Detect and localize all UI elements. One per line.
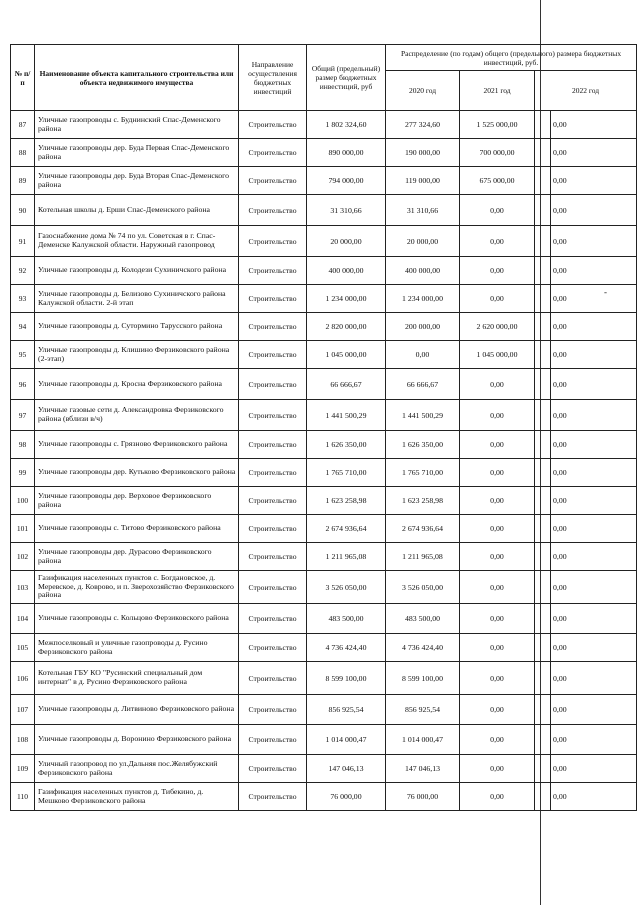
row-2022: 0,00 <box>551 459 637 487</box>
table-body <box>11 111 637 811</box>
row-2022: 0,00 <box>551 111 637 139</box>
row-object-name: Котельная школы д. Ерши Спас-Деменского района <box>35 195 239 226</box>
row-2021: 0,00 <box>460 662 535 695</box>
table-row <box>11 431 637 459</box>
row-num: 96 <box>11 369 35 400</box>
row-total: 2 820 000,00 <box>307 313 386 341</box>
table-row <box>11 400 637 431</box>
table-row <box>11 662 637 695</box>
row-num: 104 <box>11 604 35 634</box>
row-2022-gap <box>535 257 551 285</box>
table-row <box>11 725 637 755</box>
row-2021: 0,00 <box>460 515 535 543</box>
row-num: 88 <box>11 139 35 167</box>
row-2022-gap <box>535 662 551 695</box>
row-2020: 400 000,00 <box>386 257 460 285</box>
row-num: 89 <box>11 167 35 195</box>
row-total: 1 045 000,00 <box>307 341 386 369</box>
row-2022: 0,00 <box>551 755 637 783</box>
header-distribution: Распределение (по годам) общего (предельного) размера бюджетных инвестиций, руб. <box>386 45 637 71</box>
row-2021: 0,00 <box>460 195 535 226</box>
table-row <box>11 257 637 285</box>
row-2021: 0,00 <box>460 543 535 571</box>
row-total: 1 626 350,00 <box>307 431 386 459</box>
row-num: 106 <box>11 662 35 695</box>
header-year-2020: 2020 год <box>386 71 460 111</box>
row-num: 110 <box>11 783 35 811</box>
row-2022: 0,00 <box>551 195 637 226</box>
row-num: 103 <box>11 571 35 604</box>
row-total: 1 802 324,60 <box>307 111 386 139</box>
row-direction: Строительство <box>239 111 307 139</box>
row-2021: 0,00 <box>460 783 535 811</box>
row-2022-gap <box>535 487 551 515</box>
row-2022-gap <box>535 111 551 139</box>
row-object-name: Уличные газопроводы дер. Буда Первая Спас-Деменского района <box>35 139 239 167</box>
row-direction: Строительство <box>239 571 307 604</box>
row-2020: 1 014 000,47 <box>386 725 460 755</box>
row-direction: Строительство <box>239 139 307 167</box>
table-row <box>11 139 637 167</box>
row-object-name: Уличные газопроводы с. Титово Ферзиковского района <box>35 515 239 543</box>
row-direction: Строительство <box>239 604 307 634</box>
row-object-name: Уличные газовые сети д. Александровка Ферзиковского района (вблизи в/ч) <box>35 400 239 431</box>
row-2021: 0,00 <box>460 400 535 431</box>
table-row <box>11 604 637 634</box>
header-direction: Направление осуществления бюджетных инвестиций <box>239 45 307 111</box>
table-row <box>11 369 637 400</box>
row-2021: 700 000,00 <box>460 139 535 167</box>
row-total: 2 674 936,64 <box>307 515 386 543</box>
table-row <box>11 783 637 811</box>
row-object-name: Уличные газопроводы д. Литвиново Ферзиковского района <box>35 695 239 725</box>
row-2020: 20 000,00 <box>386 226 460 257</box>
row-total: 483 500,00 <box>307 604 386 634</box>
row-object-name: Уличные газопроводы с. Грязново Ферзиковского района <box>35 431 239 459</box>
row-2022-gap <box>535 725 551 755</box>
row-2022: 0,00 <box>551 285 637 313</box>
row-direction: Строительство <box>239 369 307 400</box>
row-direction: Строительство <box>239 783 307 811</box>
row-total: 856 925,54 <box>307 695 386 725</box>
row-object-name: Уличные газопроводы с. Буднинский Спас-Деменского района <box>35 111 239 139</box>
row-num: 102 <box>11 543 35 571</box>
row-object-name: Уличные газопроводы д. Колодези Сухиничского района <box>35 257 239 285</box>
row-2022-gap <box>535 783 551 811</box>
table-row <box>11 515 637 543</box>
row-2022: 0,00 <box>551 369 637 400</box>
row-2022-gap <box>535 431 551 459</box>
row-total: 8 599 100,00 <box>307 662 386 695</box>
row-direction: Строительство <box>239 285 307 313</box>
row-2022: 0,00 <box>551 634 637 662</box>
row-total: 890 000,00 <box>307 139 386 167</box>
header-num: № п/п <box>11 45 35 111</box>
row-num: 101 <box>11 515 35 543</box>
row-direction: Строительство <box>239 400 307 431</box>
row-2020: 8 599 100,00 <box>386 662 460 695</box>
row-total: 76 000,00 <box>307 783 386 811</box>
row-2021: 0,00 <box>460 755 535 783</box>
row-2020: 2 674 936,64 <box>386 515 460 543</box>
row-direction: Строительство <box>239 341 307 369</box>
row-direction: Строительство <box>239 459 307 487</box>
row-direction: Строительство <box>239 431 307 459</box>
table-row <box>11 755 637 783</box>
row-2022-gap <box>535 634 551 662</box>
table-row <box>11 487 637 515</box>
header-year-2021: 2021 год <box>460 71 535 111</box>
row-total: 400 000,00 <box>307 257 386 285</box>
row-2022-gap <box>535 313 551 341</box>
row-total: 66 666,67 <box>307 369 386 400</box>
row-direction: Строительство <box>239 725 307 755</box>
row-2021: 2 620 000,00 <box>460 313 535 341</box>
row-2021: 1 045 000,00 <box>460 341 535 369</box>
budget-investment-sheet <box>10 44 636 811</box>
table-row <box>11 634 637 662</box>
row-num: 100 <box>11 487 35 515</box>
row-num: 87 <box>11 111 35 139</box>
row-2022-gap <box>535 515 551 543</box>
row-object-name: Уличные газопроводы д. Воронино Ферзиковского района <box>35 725 239 755</box>
table-row <box>11 111 637 139</box>
row-direction: Строительство <box>239 226 307 257</box>
row-num: 91 <box>11 226 35 257</box>
row-object-name: Уличные газопроводы с. Кольцово Ферзиковского района <box>35 604 239 634</box>
row-2022: 0,00 <box>551 783 637 811</box>
table-row <box>11 167 637 195</box>
row-2021: 0,00 <box>460 695 535 725</box>
row-object-name: Уличные газопроводы д. Клишино Ферзиковского района (2-этап) <box>35 341 239 369</box>
row-num: 105 <box>11 634 35 662</box>
row-object-name: Уличные газопроводы дер. Кутьково Ферзиковского района <box>35 459 239 487</box>
row-2022: 0,00 <box>551 515 637 543</box>
row-2021: 0,00 <box>460 285 535 313</box>
row-2022: 0,00 <box>551 695 637 725</box>
row-2020: 0,00 <box>386 341 460 369</box>
row-direction: Строительство <box>239 313 307 341</box>
header-name: Наименование объекта капитального строительства или объекта недвижимого имущества <box>35 45 239 111</box>
row-num: 107 <box>11 695 35 725</box>
row-2021: 1 525 000,00 <box>460 111 535 139</box>
row-direction: Строительство <box>239 167 307 195</box>
row-2022-gap <box>535 400 551 431</box>
table-row <box>11 341 637 369</box>
row-object-name: Уличный газопровод по ул.Дальняя пос.Желябужский Ферзиковского района <box>35 755 239 783</box>
row-total: 1 441 500,29 <box>307 400 386 431</box>
row-2022-gap <box>535 195 551 226</box>
row-object-name: Уличные газопроводы д. Белизово Сухиничского района Калужской области. 2-й этап <box>35 285 239 313</box>
row-2022: 0,00 <box>551 139 637 167</box>
row-2022: 0,00 <box>551 313 637 341</box>
row-2022-gap <box>535 695 551 725</box>
row-total: 147 046,13 <box>307 755 386 783</box>
row-num: 94 <box>11 313 35 341</box>
row-num: 92 <box>11 257 35 285</box>
row-total: 1 234 000,00 <box>307 285 386 313</box>
row-2021: 0,00 <box>460 257 535 285</box>
row-num: 109 <box>11 755 35 783</box>
row-2021: 0,00 <box>460 431 535 459</box>
row-2021: 0,00 <box>460 725 535 755</box>
header-year-2022: 2022 год <box>535 71 637 111</box>
row-2021: 0,00 <box>460 487 535 515</box>
row-2022-gap <box>535 571 551 604</box>
row-2021: 675 000,00 <box>460 167 535 195</box>
row-2021: 0,00 <box>460 459 535 487</box>
row-2021: 0,00 <box>460 634 535 662</box>
row-2022: 0,00 <box>551 725 637 755</box>
row-direction: Строительство <box>239 662 307 695</box>
row-2022: 0,00 <box>551 431 637 459</box>
row-object-name: Уличные газопроводы д. Кросна Ферзиковского района <box>35 369 239 400</box>
row-direction: Строительство <box>239 515 307 543</box>
table-row <box>11 285 637 313</box>
row-direction: Строительство <box>239 195 307 226</box>
row-direction: Строительство <box>239 487 307 515</box>
row-2022-gap <box>535 167 551 195</box>
investment-table <box>10 44 637 811</box>
row-2022: 0,00 <box>551 167 637 195</box>
row-2022: 0,00 <box>551 487 637 515</box>
margin-mark: - <box>604 287 607 297</box>
table-row <box>11 226 637 257</box>
row-2022: 0,00 <box>551 604 637 634</box>
row-2022: 0,00 <box>551 226 637 257</box>
row-2022-gap <box>535 369 551 400</box>
row-2021: 0,00 <box>460 571 535 604</box>
row-2022: 0,00 <box>551 341 637 369</box>
row-direction: Строительство <box>239 755 307 783</box>
row-2020: 1 765 710,00 <box>386 459 460 487</box>
row-num: 95 <box>11 341 35 369</box>
row-total: 4 736 424,40 <box>307 634 386 662</box>
row-2022-gap <box>535 604 551 634</box>
row-2020: 856 925,54 <box>386 695 460 725</box>
row-object-name: Уличные газопроводы дер. Дурасово Ферзиковского района <box>35 543 239 571</box>
row-total: 20 000,00 <box>307 226 386 257</box>
row-2022: 0,00 <box>551 257 637 285</box>
row-2022-gap <box>535 459 551 487</box>
row-num: 90 <box>11 195 35 226</box>
row-2020: 277 324,60 <box>386 111 460 139</box>
header-total: Общий (предельный) размер бюджетных инвестиций, руб <box>307 45 386 111</box>
table-header-row <box>11 45 637 71</box>
row-2020: 200 000,00 <box>386 313 460 341</box>
row-num: 97 <box>11 400 35 431</box>
row-2020: 4 736 424,40 <box>386 634 460 662</box>
row-2022-gap <box>535 226 551 257</box>
row-2022-gap <box>535 755 551 783</box>
row-2022-gap <box>535 341 551 369</box>
table-row <box>11 195 637 226</box>
table-row <box>11 459 637 487</box>
row-2020: 31 310,66 <box>386 195 460 226</box>
row-2020: 1 441 500,29 <box>386 400 460 431</box>
row-2021: 0,00 <box>460 369 535 400</box>
row-object-name: Котельная ГБУ КО "Русинский специальный дом интернат" в д. Русино Ферзиковского района <box>35 662 239 695</box>
row-2020: 147 046,13 <box>386 755 460 783</box>
table-row <box>11 571 637 604</box>
row-2022-gap <box>535 285 551 313</box>
row-2022: 0,00 <box>551 543 637 571</box>
row-2022-gap <box>535 543 551 571</box>
row-object-name: Газификация населенных пунктов с. Богдановское, д. Меревское, д. Коврово, и п. Зверохозяйство Ферзиковского района <box>35 571 239 604</box>
row-direction: Строительство <box>239 543 307 571</box>
row-2021: 0,00 <box>460 226 535 257</box>
row-2020: 3 526 050,00 <box>386 571 460 604</box>
row-2022: 0,00 <box>551 662 637 695</box>
row-object-name: Уличные газопроводы дер. Буда Вторая Спас-Деменского района <box>35 167 239 195</box>
row-object-name: Уличные газопроводы дер. Верховое Ферзиковского района <box>35 487 239 515</box>
row-object-name: Газификация населенных пунктов д. Тибекино, д. Мешково Ферзиковского района <box>35 783 239 811</box>
table-row <box>11 313 637 341</box>
row-2020: 483 500,00 <box>386 604 460 634</box>
row-2020: 1 623 258,98 <box>386 487 460 515</box>
row-num: 98 <box>11 431 35 459</box>
row-2022: 0,00 <box>551 400 637 431</box>
row-2022-gap <box>535 139 551 167</box>
row-2020: 190 000,00 <box>386 139 460 167</box>
row-direction: Строительство <box>239 634 307 662</box>
row-object-name: Газоснабжение дома № 74 по ул. Советская в г. Спас-Деменске Калужской области. Наружный газопровод <box>35 226 239 257</box>
row-direction: Строительство <box>239 695 307 725</box>
table-row <box>11 695 637 725</box>
row-total: 31 310,66 <box>307 195 386 226</box>
row-2021: 0,00 <box>460 604 535 634</box>
row-num: 99 <box>11 459 35 487</box>
row-total: 1 014 000,47 <box>307 725 386 755</box>
row-num: 108 <box>11 725 35 755</box>
row-2020: 66 666,67 <box>386 369 460 400</box>
row-2020: 1 626 350,00 <box>386 431 460 459</box>
row-total: 1 765 710,00 <box>307 459 386 487</box>
row-2020: 1 211 965,08 <box>386 543 460 571</box>
row-total: 1 211 965,08 <box>307 543 386 571</box>
row-object-name: Уличные газопроводы д. Сутормино Тарусского района <box>35 313 239 341</box>
row-total: 794 000,00 <box>307 167 386 195</box>
table-row <box>11 543 637 571</box>
row-2020: 119 000,00 <box>386 167 460 195</box>
row-2020: 76 000,00 <box>386 783 460 811</box>
row-num: 93 <box>11 285 35 313</box>
row-total: 3 526 050,00 <box>307 571 386 604</box>
row-2022: 0,00 <box>551 571 637 604</box>
row-total: 1 623 258,98 <box>307 487 386 515</box>
row-direction: Строительство <box>239 257 307 285</box>
row-2020: 1 234 000,00 <box>386 285 460 313</box>
row-object-name: Межпоселковый и уличные газопроводы д. Русино Ферзиковского района <box>35 634 239 662</box>
